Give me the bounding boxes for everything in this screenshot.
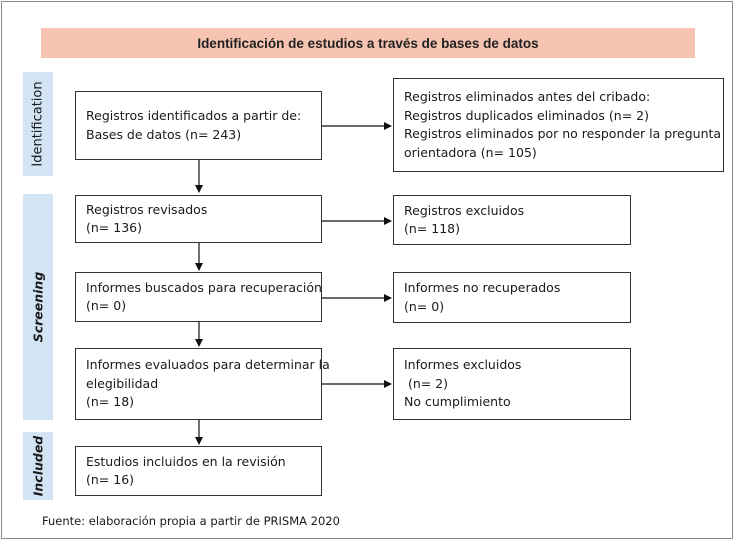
phase-label-identification: Identification <box>30 81 46 167</box>
box-line: Registros revisados <box>86 201 208 217</box>
box-line: Registros eliminados por no responder la pregunta <box>404 126 722 141</box>
box-line: Registros duplicados eliminados (n= 2) <box>404 107 649 123</box>
box-line: Registros excluidos <box>404 202 525 218</box>
box-line: (n= 0) <box>86 298 127 313</box>
phase-label-screening: Screening <box>30 271 46 343</box>
box-line: Registros identificados a partir de: <box>86 108 302 123</box>
box-line: (n= 118) <box>404 221 460 236</box>
box-line: (n= 2) <box>404 375 449 391</box>
box-line: Bases de datos (n= 243) <box>86 126 242 142</box>
box-line: orientadora (n= 105) <box>404 144 537 160</box>
box-reports-sought <box>75 272 322 322</box>
box-line: Informes no recuperados <box>404 280 561 295</box>
diagram-header: Identificación de estudios a través de bases de datos <box>41 28 695 58</box>
box-line: No cumplimiento <box>404 394 511 410</box>
source-note: Fuente: elaboración propia a partir de PRISMA 2020 <box>42 514 340 528</box>
box-records-excluded <box>393 195 631 245</box>
box-reports-excluded <box>393 348 631 420</box>
box-line: Informes evaluados para determinar la <box>86 357 330 373</box>
box-line: Informes excluidos <box>404 357 522 373</box>
box-line: (n= 0) <box>404 298 445 314</box>
box-records-identified <box>75 91 322 160</box>
box-line: Registros eliminados antes del cribado: <box>404 89 651 104</box>
box-line: elegibilidad <box>86 375 159 391</box>
box-reports-not-retrieved <box>393 272 631 323</box>
box-line: (n= 136) <box>86 220 142 235</box>
box-records-screened <box>75 195 322 243</box>
box-line: (n= 18) <box>86 394 135 410</box>
box-studies-included <box>75 446 322 496</box>
box-line: (n= 16) <box>86 472 135 487</box>
box-line: Estudios incluidos en la revisión <box>86 453 286 469</box>
box-line: Informes buscados para recuperación <box>86 279 322 295</box>
phase-label-included: Included <box>30 435 46 497</box>
box-records-removed <box>393 78 724 172</box>
box-reports-assessed <box>75 348 330 420</box>
